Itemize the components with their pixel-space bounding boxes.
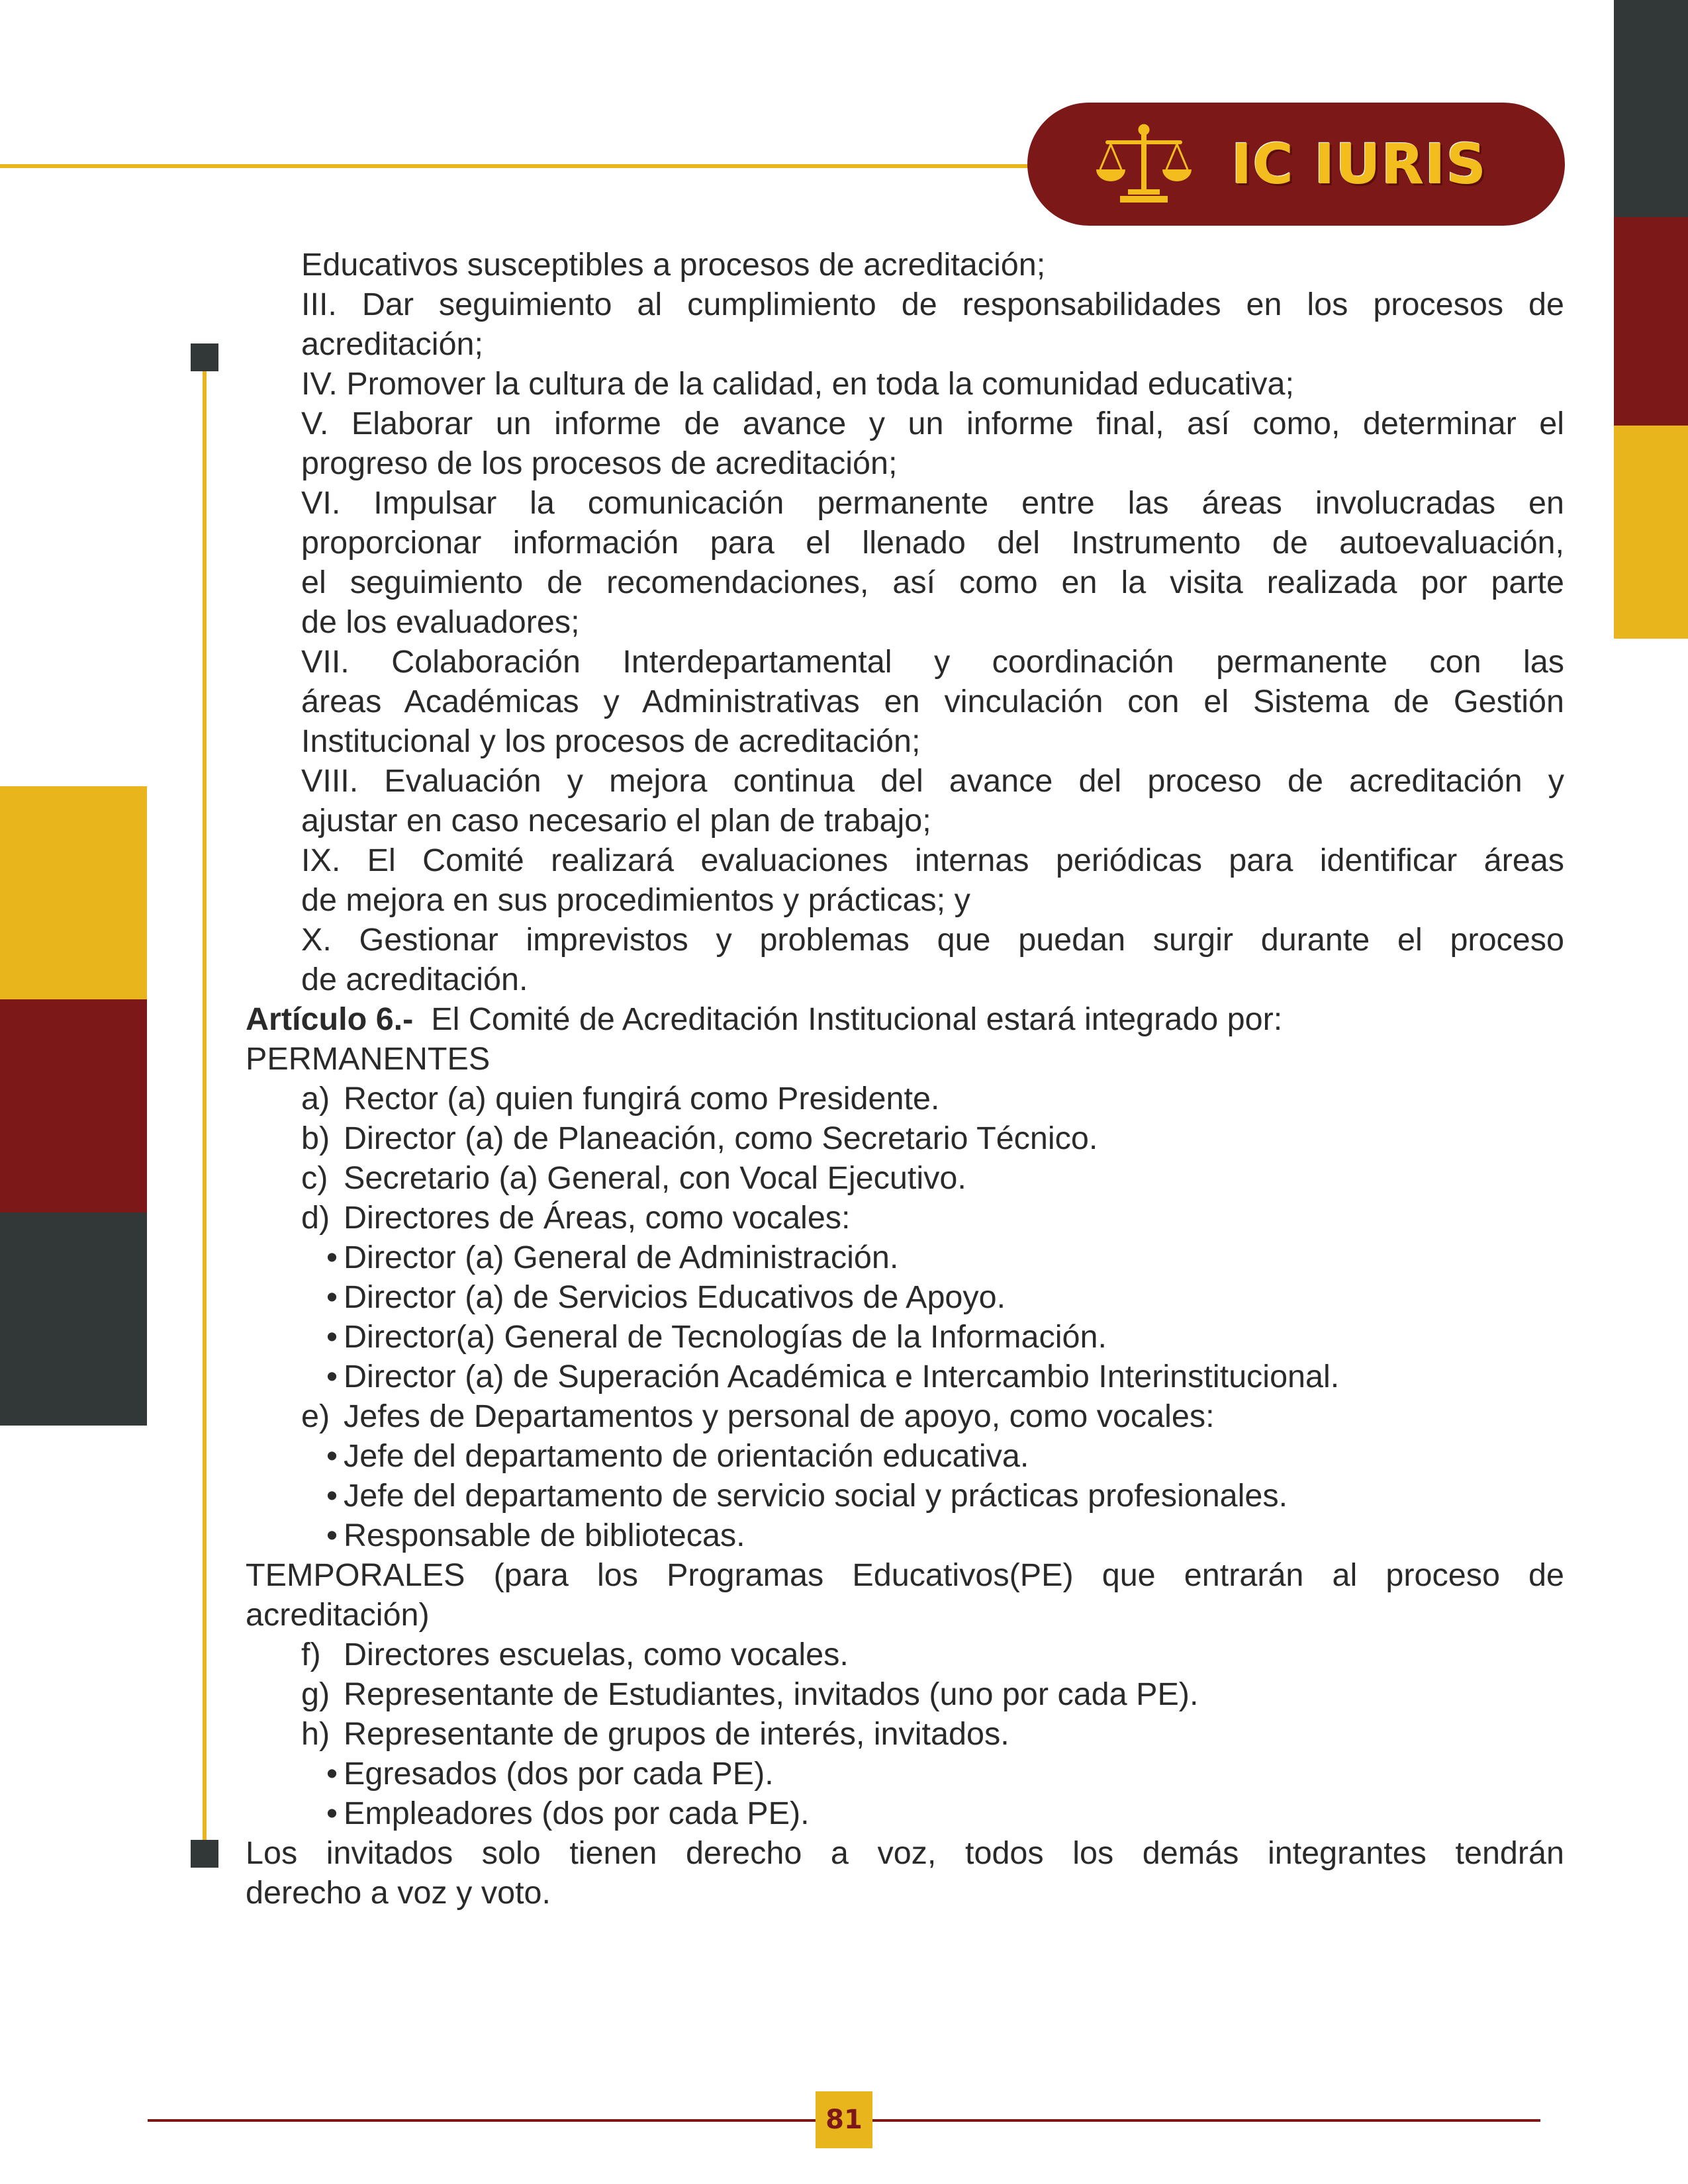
section-temporales: TEMPORALES (para los Programas Educativos(PE) que entrarán al proceso de (246, 1557, 1564, 1593)
article-heading (246, 999, 1564, 1039)
list-item-a: a) Rector (a) quien fungirá como Presidente. (301, 1081, 940, 1116)
bullet-item: • Jefe del departamento de orientación educativa. (246, 1436, 1564, 1476)
bullet-icon: • (326, 1478, 338, 1514)
list-item-g: g) Representante de Estudiantes, invitados (uno por cada PE). (301, 1676, 1199, 1712)
article-label: Artículo 6.- (246, 1001, 414, 1037)
list-item-viii: VIII. Evaluación y mejora continua del avance del proceso de acreditación y (301, 763, 1564, 799)
text-line: de los evaluadores; (301, 604, 580, 640)
page-number: 81 (816, 2091, 872, 2148)
article-text: El Comité de Acreditación Institucional estará integrado por: (431, 1001, 1283, 1037)
bullet-icon: • (326, 1359, 338, 1394)
list-item-e: e) Jefes de Departamentos y personal de apoyo, como vocales: (301, 1398, 1215, 1434)
text-line: de mejora en sus procedimientos y prácticas; y (301, 882, 970, 918)
list-item-b: b) Director (a) de Planeación, como Secretario Técnico. (301, 1120, 1098, 1156)
bullet-icon: • (326, 1796, 338, 1831)
bullet-item: • Director (a) de Servicios Educativos de Apoyo. (246, 1277, 1564, 1317)
document-body (246, 245, 1564, 1913)
bullet-item: • Director (a) de Superación Académica e Intercambio Interinstitucional. (246, 1357, 1564, 1396)
balance-scale-icon (1091, 120, 1197, 206)
list-item-ix: IX. El Comité realizará evaluaciones internas periódicas para identificar áreas (301, 842, 1564, 878)
text-line: proporcionar información para el llenado del Instrumento de autoevaluación, (301, 525, 1564, 561)
bullet-icon: • (326, 1518, 338, 1553)
bullet-item: • Responsable de bibliotecas. (246, 1516, 1564, 1555)
text-line: el seguimiento de recomendaciones, así como en la visita realizada por parte (301, 565, 1564, 600)
closing-paragraph: Los invitados solo tienen derecho a voz, todos los demás integrantes tendrán (246, 1835, 1564, 1871)
text-line: ajustar en caso necesario el plan de trabajo; (301, 803, 931, 839)
right-band-maroon (1614, 217, 1688, 426)
text-line: Institucional y los procesos de acreditación; (301, 723, 921, 759)
bullet-icon: • (326, 1240, 338, 1275)
header-rule (0, 164, 1033, 168)
bullet-item: • Director (a) General de Administración. (246, 1238, 1564, 1277)
rule-square-top (191, 343, 218, 371)
bullet-item: • Egresados (dos por cada PE). (246, 1754, 1564, 1794)
bullet-item: • Empleadores (dos por cada PE). (246, 1794, 1564, 1833)
header-title: IC IURIS (1231, 132, 1487, 197)
text-line: Educativos susceptibles a procesos de acreditación; (301, 247, 1046, 283)
text-line: derecho a voz y voto. (246, 1875, 551, 1911)
text-line: acreditación) (246, 1597, 430, 1633)
bullet-icon: • (326, 1279, 338, 1315)
right-band-charcoal (1614, 0, 1688, 217)
bullet-icon: • (326, 1756, 338, 1792)
text-line: de acreditación. (301, 962, 528, 997)
list-item-x: X. Gestionar imprevistos y problemas que puedan surgir durante el proceso (301, 922, 1564, 958)
list-item-iv: IV. Promover la cultura de la calidad, en toda la comunidad educativa; (301, 366, 1294, 402)
list-item-iii: III. Dar seguimiento al cumplimiento de responsabilidades en los procesos de (301, 287, 1564, 322)
list-item-h: h) Representante de grupos de interés, invitados. (301, 1716, 1009, 1752)
section-permanentes: PERMANENTES (246, 1041, 491, 1077)
list-item-d: d) Directores de Áreas, como vocales: (301, 1200, 851, 1236)
left-band-charcoal (0, 1212, 147, 1426)
bullet-item: • Jefe del departamento de servicio social y prácticas profesionales. (246, 1476, 1564, 1516)
list-item-v: V. Elaborar un informe de avance y un informe final, así como, determinar el (301, 406, 1564, 441)
list-item-vii: VII. Colaboración Interdepartamental y coordinación permanente con las (301, 644, 1564, 680)
list-item-vi: VI. Impulsar la comunicación permanente entre las áreas involucradas en (301, 485, 1564, 521)
text-line: progreso de los procesos de acreditación; (301, 445, 898, 481)
list-item-c: c) Secretario (a) General, con Vocal Ejecutivo. (301, 1160, 966, 1196)
left-band-gold (0, 786, 147, 999)
list-item-f: f) Directores escuelas, como vocales. (301, 1637, 849, 1672)
text-line: áreas Académicas y Administrativas en vinculación con el Sistema de Gestión (301, 684, 1564, 719)
bullet-icon: • (326, 1319, 338, 1355)
rule-square-bottom (191, 1840, 218, 1868)
left-band-maroon (0, 999, 147, 1212)
bullet-item: • Director(a) General de Tecnologías de la Información. (246, 1317, 1564, 1357)
right-band-gold (1614, 426, 1688, 639)
text-line: acreditación; (301, 326, 483, 362)
vertical-rule (203, 357, 207, 1840)
bullet-icon: • (326, 1438, 338, 1474)
